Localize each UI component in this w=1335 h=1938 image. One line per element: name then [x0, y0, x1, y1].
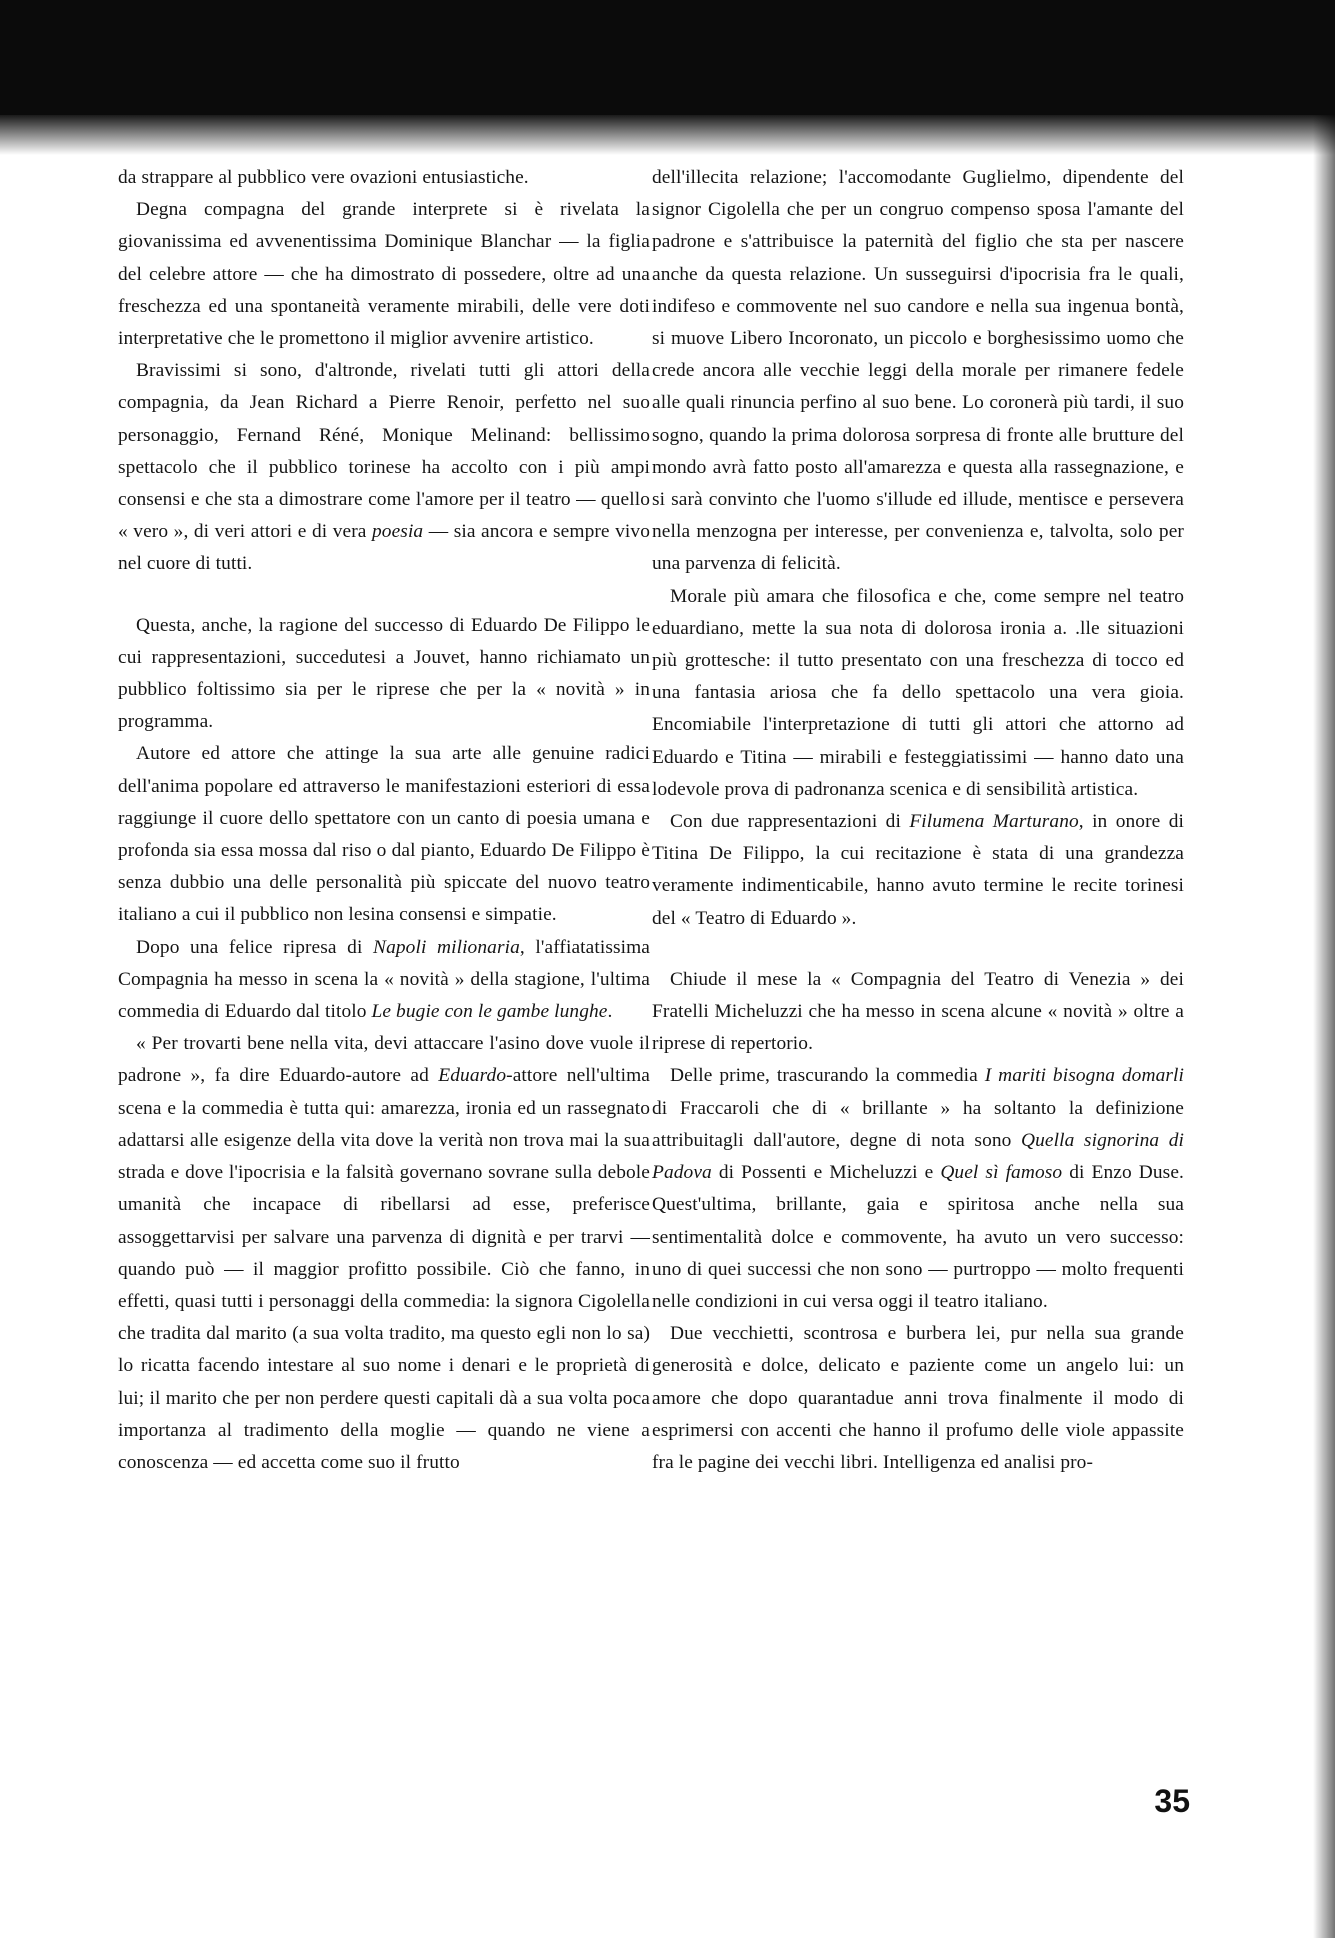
text-run: « Per trovarti bene nella vita, devi attaccare l'asino dove vuole il padrone », fa dire Eduardo-autore ad [118, 1033, 650, 1087]
page-number: 35 [1154, 1783, 1190, 1819]
text-run: , in onore di Titina De Filippo, la cui recitazione è stata di una grandezza veramente indimenticabile, hanno avuto termine le recite torinesi del « Teatro di Eduardo ». [652, 811, 1184, 929]
paragraph [118, 1028, 650, 1479]
text-run: Autore ed attore che attinge la sua arte alle genuine radici dell'anima popolare ed attraverso le manifestazioni esteriori di essa raggiunge il cuore dello spettatore con un canto di poesia umana e profonda sia essa mossa dal riso o dal pianto, Eduardo De Filippo è senza dubbio una delle personalità più spiccate del nuovo teatro italiano a cui il pubblico non lesina consensi e simpatie. [118, 743, 650, 926]
text-run: Dopo una felice ripresa di [136, 936, 374, 958]
italic-title: Eduardo [438, 1065, 507, 1087]
text-run: Con due rappresentazioni di [670, 811, 910, 833]
text-run: di Possenti e Micheluzzi e [711, 1162, 941, 1184]
italic-title: Filumena Marturano [909, 811, 1079, 833]
text-run: -attore nell'ultima scena e la commedia è tutta qui: amarezza, ironia ed un rassegnato adattarsi alle esigenze della vita dove la verità non trova mai la sua strada e dove l'ipocrisia e la falsità governano sovrane sulla debole umanità che incapace di ribellarsi ad esse, preferisce assoggettarvisi per salvare una parvenza di dignità e per trarvi — quando può — il maggior profitto possibile. Ciò che fanno, in effetti, quasi tutti i personaggi della commedia: la signora Cigolella che tradita dal marito (a sua volta tradito, ma questo egli non lo sa) lo ricatta facendo intestare al suo nome i denari e le proprietà di lui; il marito che per non perdere questi capitali dà a sua volta poca importanza al tradimento della moglie — quando ne viene a conoscenza — ed accetta come suo il frutto [118, 1065, 650, 1473]
section-break [118, 581, 650, 610]
paragraph [652, 162, 1184, 581]
text-run: Questa, anche, la ragione del successo di Eduardo De Filippo le cui rappresentazioni, succedutesi a Jouvet, hanno richiamato un pubblico foltissimo sia per le riprese che per la « novità » in programma. [118, 614, 650, 733]
text-run: Chiude il mese la « Compagnia del Teatro di Venezia » dei Fratelli Micheluzzi che ha messo in scena alcune « novità » oltre a riprese di repertorio. [652, 968, 1184, 1055]
scan-top-border [0, 0, 1335, 115]
paragraph [118, 610, 650, 739]
text-run: — sia ancora e sempre vivo nel cuore di tutti. [118, 521, 650, 575]
text-run: , l'affiatatissima Compagnia ha messo in scena la « novità » della stagione, l'ultima commedia di Eduardo dal titolo [118, 936, 650, 1023]
text-run: dell'illecita relazione; l'accomodante Guglielmo, dipendente del signor Cigolella che per un congruo compenso sposa l'amante del padrone e s'attribuisce la paternità del figlio che sta per nascere anche da questa relazione. Un susseguirsi d'ipocrisia fra le quali, indifeso e commovente nel suo candore e nella sua ingenua bontà, si muove Libero Incoronato, un piccolo e borghesissimo uomo che crede ancora alle vecchie leggi della morale per rimanere fedele alle quali rinuncia perfino al suo bene. Lo coronerà più tardi, il suo sogno, quando la prima dolorosa sorpresa di fronte alle brutture del mondo avrà fatto posto all'amarezza e questa alla rassegnazione, e si sarà convinto che l'uomo s'illude ed illude, mentisce e persevera nella menzogna per interesse, per convenienza e, talvolta, solo per una parvenza di felicità. [652, 167, 1184, 575]
italic-title: Quel sì famoso [940, 1162, 1063, 1184]
paragraph [118, 932, 650, 1029]
italic-title: Napoli milionaria [373, 936, 520, 958]
text-run: Degna compagna del grande interprete si è rivelata la giovanissima ed avvenentissima Dominique Blanchar — la figlia del celebre attore — che ha dimostrato di possedere, oltre ad una freschezza ed una spontaneità veramente mirabili, delle vere doti interpretative che le promettono il miglior avvenire artistico. [118, 199, 650, 350]
section-break [652, 935, 1184, 964]
paragraph [118, 738, 650, 931]
text-run: Bravissimi si sono, d'altronde, rivelati tutti gli attori della compagnia, da Jean Richard a Pierre Renoir, perfetto nel suo personaggio, Fernand Réné, Monique Melinand: bellissimo spettacolo che il pubblico torinese ha accolto con i più ampi consensi e che sta a dimostrare come l'amore per il teatro — quello « vero », di veri attori e di vera [118, 360, 650, 543]
right-text-column [652, 162, 1184, 1479]
text-run: di Fraccaroli che di « brillante » ha soltanto la definizione attribuitagli dall'autore, degne di nota sono [652, 1097, 1184, 1151]
text-run: da strappare al pubblico vere ovazioni entusiastiche. [118, 167, 529, 188]
paragraph [118, 355, 650, 580]
italic-title: Le bugie con le gambe lunghe [371, 1001, 608, 1023]
paragraph [118, 162, 650, 194]
text-run: Due vecchietti, scontrosa e burbera lei, pur nella sua grande generosità e dolce, delicato e paziente come un angelo lui: un amore che dopo quarantadue anni trova finalmente il modo di esprimersi con accenti che hanno il profumo delle viole appassite fra le pagine dei vecchi libri. Intelligenza ed analisi pro- [652, 1323, 1184, 1473]
scan-page-edge-shadow [1313, 115, 1335, 1938]
text-run: Delle prime, trascurando la commedia [670, 1065, 985, 1087]
text-run: . [607, 1001, 613, 1023]
italic-title: Quella signorina di Padova [652, 1129, 1185, 1184]
paragraph [652, 1318, 1184, 1479]
paragraph [652, 1060, 1184, 1318]
paragraph [652, 581, 1184, 806]
text-run: di Enzo Duse. Quest'ultima, brillante, gaia e spiritosa anche nella sua sentimentalità dolce e commovente, ha avuto un vero successo: uno di quei successi che non sono — purtroppo — molto frequenti nelle condizioni in cui versa oggi il teatro italiano. [652, 1162, 1184, 1312]
left-text-column [118, 162, 650, 1479]
italic-title: poesia [372, 521, 424, 543]
paragraph [118, 194, 650, 355]
italic-title: I mariti bisogna domarli [984, 1065, 1184, 1087]
text-run: Morale più amara che filosofica e che, come sempre nel teatro eduardiano, mette la sua nota di dolorosa ironia a. .lle situazioni più grottesche: il tutto presentato con una freschezza di tocco ed una fantasia ariosa che fa dello spettacolo una vera gioia. Encomiabile l'interpretazione di tutti gli attori che attorno ad Eduardo e Titina — mirabili e festeggiatissimi — hanno dato una lodevole prova di padronanza scenica e di sensibilità artistica. [652, 585, 1184, 800]
paragraph [652, 806, 1184, 935]
paragraph [652, 964, 1184, 1061]
